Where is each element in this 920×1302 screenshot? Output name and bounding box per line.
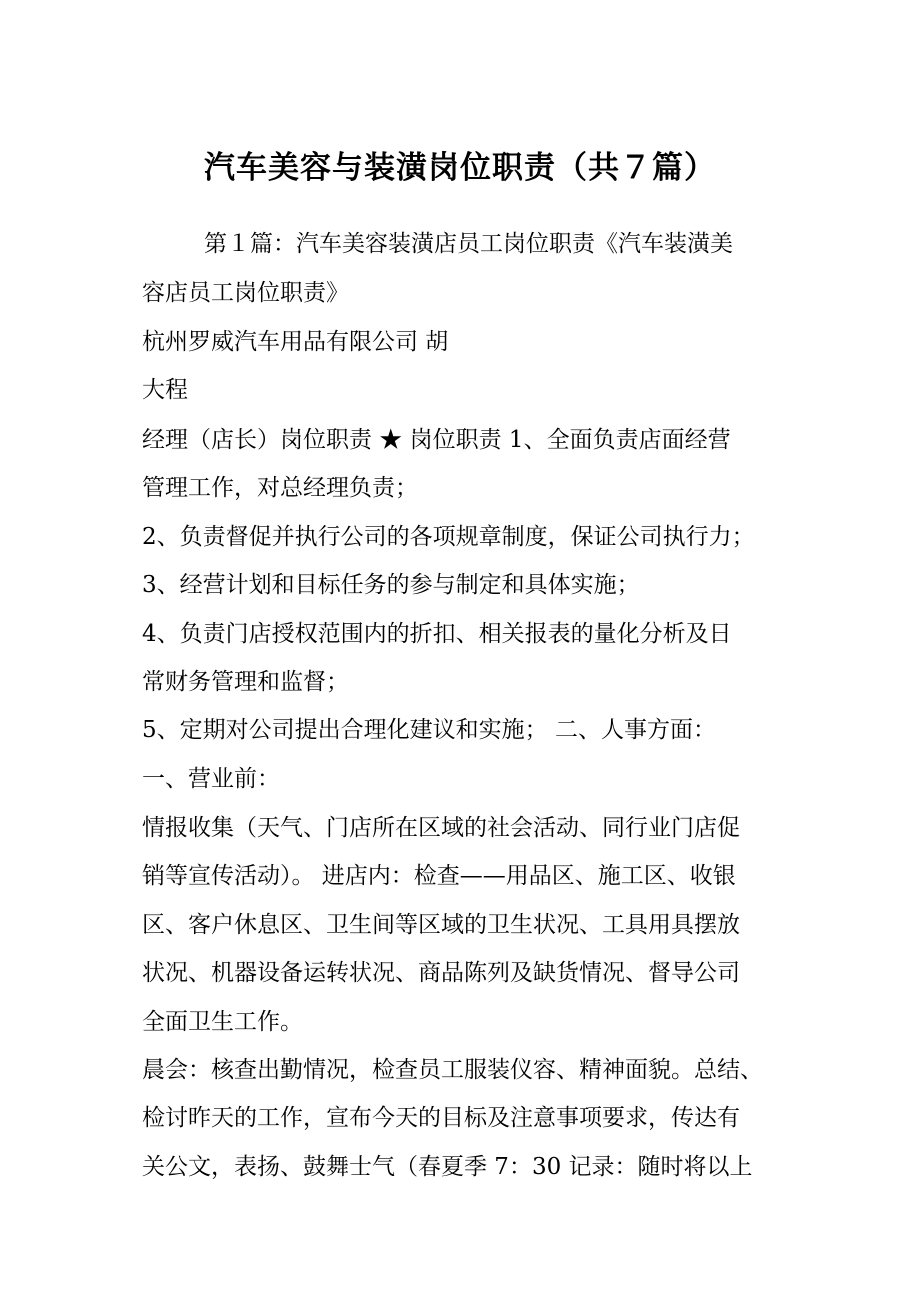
paragraph-line: 关公文，表扬、鼓舞士气（春夏季 7：30 记录：随时将以上 — [142, 1154, 753, 1180]
paragraph-line: 检讨昨天的工作，宣布今天的目标及注意事项要求，传达有 — [142, 1105, 740, 1131]
paragraph-line: 销等宣传活动）。 进店内：检查——用品区、施工区、收银 — [142, 863, 736, 889]
paragraph-line: 第１篇：汽车美容装潢店员工岗位职责《汽车装潢美 — [204, 231, 733, 257]
paragraph-line: 情报收集（天气、门店所在区域的社会活动、同行业门店促 — [142, 815, 740, 841]
paragraph-line: 容店员工岗位职责》 — [142, 280, 349, 306]
paragraph-line: 全面卫生工作。 — [142, 1009, 303, 1035]
paragraph-line: 杭州罗威汽车用品有限公司 胡 — [142, 329, 449, 355]
paragraph-line: 5、定期对公司提出合理化建议和实施； 二、人事方面： — [142, 717, 716, 743]
paragraph-line: 区、客户休息区、卫生间等区域的卫生状况、工具用具摆放 — [142, 912, 740, 938]
paragraph-line: 常财务管理和监督； — [142, 669, 349, 695]
paragraph-line: 2、负责督促并执行公司的各项规章制度，保证公司执行力； — [142, 524, 755, 550]
paragraph-line: 3、经营计划和目标任务的参与制定和具体实施； — [142, 572, 640, 598]
paragraph-line: 管理工作，对总经理负责； — [142, 475, 418, 501]
paragraph-line: 状况、机器设备运转状况、商品陈列及缺货情况、督导公司 — [142, 960, 740, 986]
paragraph-line: 大程 — [142, 377, 188, 403]
paragraph-line: 4、负责门店授权范围内的折扣、相关报表的量化分析及日 — [142, 621, 732, 647]
paragraph-line: 一、营业前： — [142, 766, 280, 792]
paragraph-line: 晨会：核查出勤情况，检查员工服装仪容、精神面貌。总结、 — [142, 1057, 763, 1083]
paragraph-line: 经理（店长）岗位职责 ★ 岗位职责 1、全面负责店面经营 — [142, 427, 731, 453]
document-title: 汽车美容与装潢岗位职责（共７篇） — [204, 150, 716, 186]
